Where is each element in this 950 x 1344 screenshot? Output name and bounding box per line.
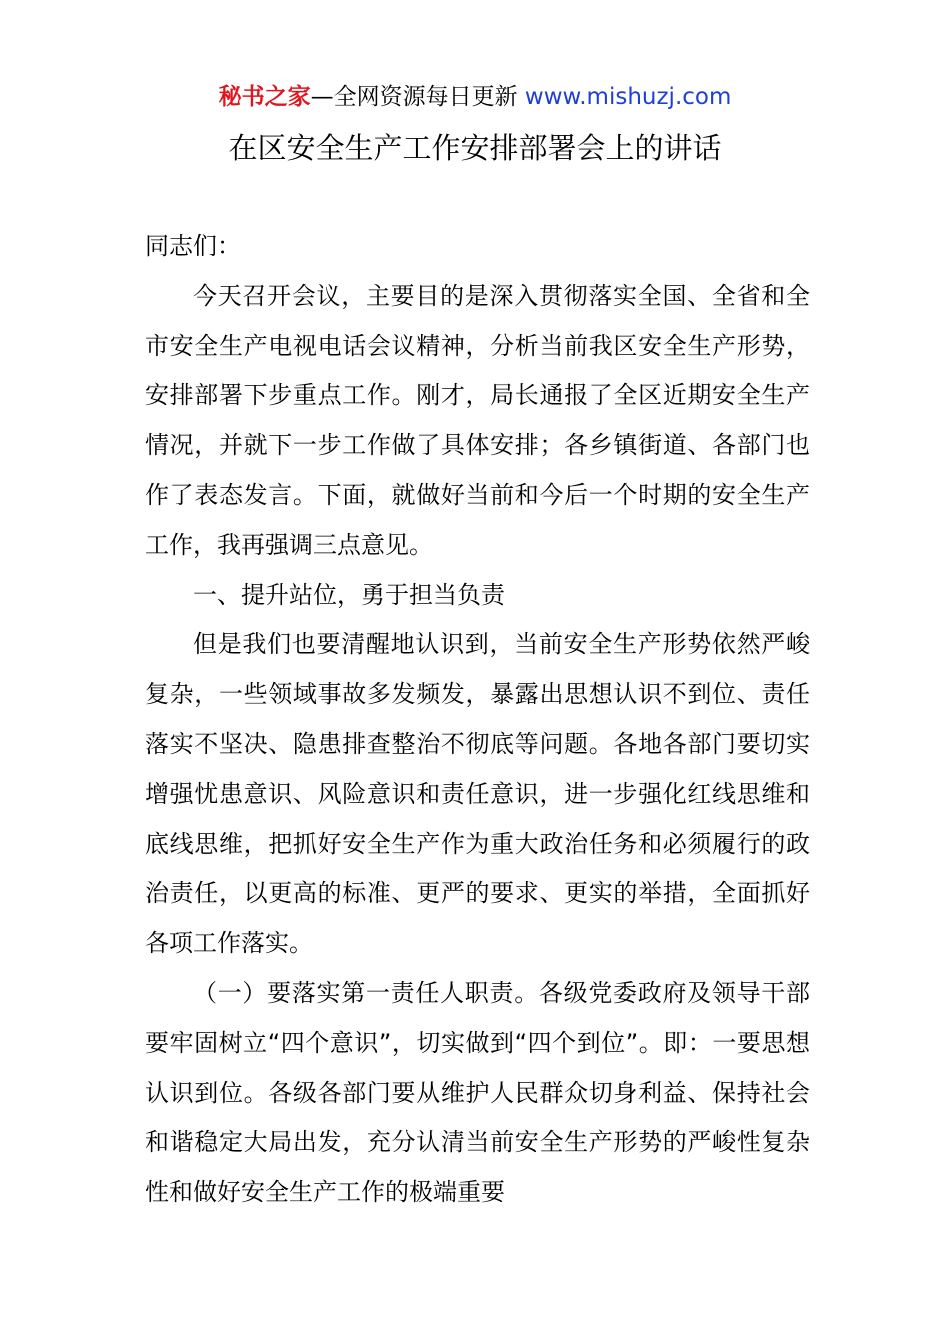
paragraph-situation: 但是我们也要清醒地认识到，当前安全生产形势依然严峻复杂，一些领域事故多发频发，暴露出思想认识不到位、责任落实不坚决、隐患排查整治不彻底等问题。各地各部门要切实增强忧患意识、风险意识和责任意识，进一步强化红线思维和底线思维，把抓好安全生产作为重大政治任务和必须履行的政治责任，以更高的标准、更严的要求、更实的举措，全面抓好各项工作落实。 — [145, 630, 810, 958]
document-title: 在区安全生产工作安排部署会上的讲话 — [228, 131, 722, 165]
banner-brand: 秘书之家 — [218, 84, 311, 110]
site-banner — [0, 80, 950, 114]
section-heading: 一、提升站位，勇于担当负责 — [193, 580, 505, 609]
banner-tagline: —全网资源每日更新 — [310, 84, 525, 110]
banner-url[interactable]: www.mishuzj.com — [524, 84, 732, 110]
paragraph-responsibility: （一）要落实第一责任人职责。各级党委政府及领导干部要牢固树立“四个意识”，切实做到“四个到位”。即：一要思想认识到位。各级各部门要从维护人民群众切身利益、保持社会和谐稳定大局出发，充分认清当前安全生产形势的严峻性复杂性和做好安全生产工作的极端重要 — [145, 978, 810, 1207]
paragraph-intro: 今天召开会议，主要目的是深入贯彻落实全国、全省和全市安全生产电视电话会议精神，分析当前我区安全生产形势，安排部署下步重点工作。刚才，局长通报了全区近期安全生产情况，并就下一步工作做了具体安排；各乡镇街道、各部门也作了表态发言。下面，就做好当前和今后一个时期的安全生产工作，我再强调三点意见。 — [145, 281, 810, 559]
salutation: 同志们： — [145, 232, 241, 260]
document-body — [145, 222, 810, 1218]
